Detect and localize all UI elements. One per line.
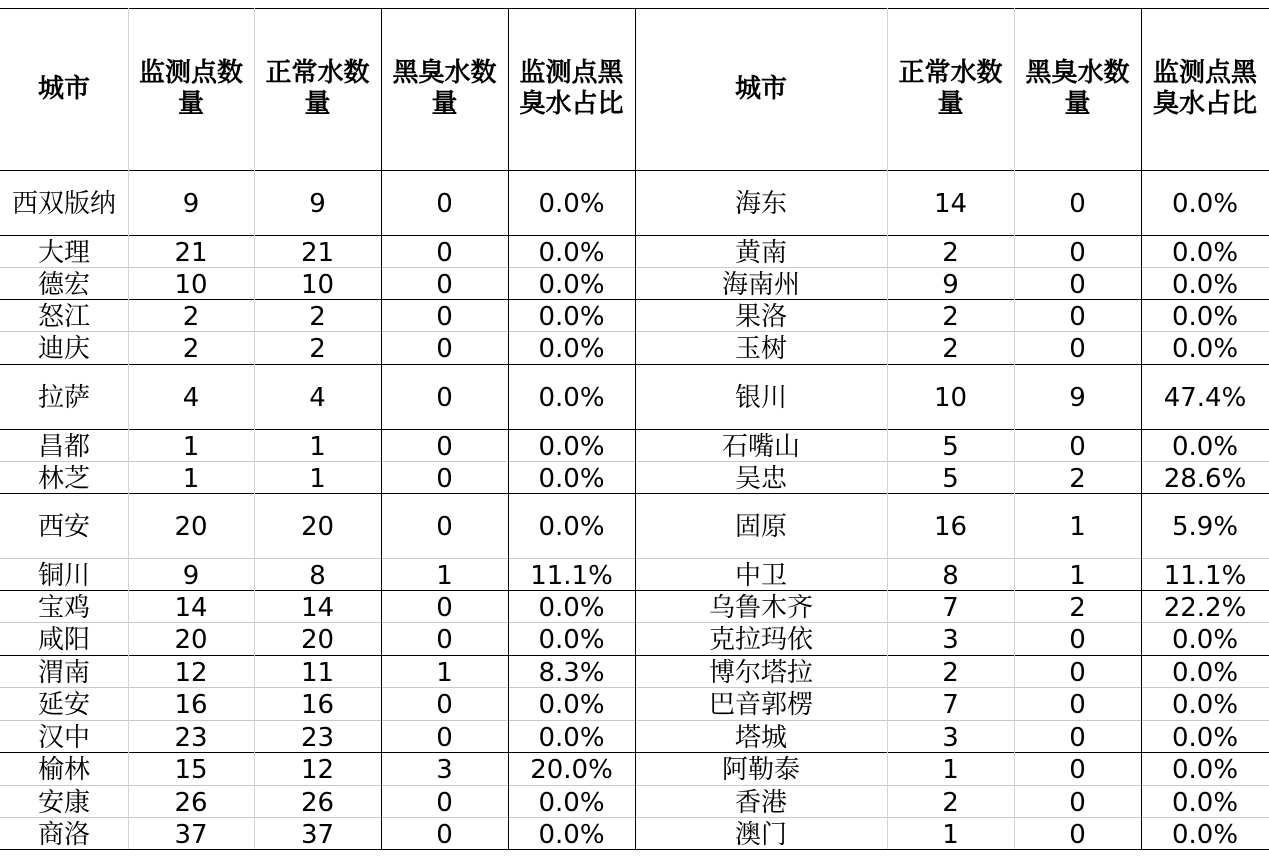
cell-right-normal: 9 [942, 269, 959, 300]
cell-right-normal: 2 [942, 657, 959, 688]
cell-right-normal: 10 [933, 383, 968, 413]
cell-left-black: 0 [436, 301, 453, 332]
cell-right-normal: 14 [933, 189, 968, 219]
cell-left-sites: 2 [182, 301, 200, 332]
cell-right-city: 固原 [734, 512, 787, 542]
header-left-normal: 正常水数量 [265, 58, 370, 119]
cell-left-normal: 26 [300, 787, 335, 818]
cell-right-black: 0 [1069, 237, 1086, 268]
cell-right-normal: 3 [942, 722, 959, 753]
cell-left-sites: 9 [182, 560, 200, 591]
cell-right-ratio: 0.0% [1171, 787, 1239, 818]
cell-left-ratio: 0.0% [538, 431, 605, 462]
cell-right-black: 0 [1069, 334, 1086, 364]
cell-right-normal: 1 [942, 755, 959, 785]
cell-left-ratio: 0.0% [538, 787, 605, 818]
cell-right-black: 0 [1069, 431, 1086, 462]
cell-right-city: 克拉玛依 [708, 625, 813, 655]
cell-left-normal: 1 [309, 463, 326, 494]
cell-right-normal: 1 [942, 819, 959, 850]
cell-left-sites: 1 [182, 463, 200, 494]
cell-right-ratio: 0.0% [1171, 431, 1239, 462]
column-divider [635, 8, 636, 849]
column-divider [887, 8, 888, 849]
column-divider [381, 8, 382, 849]
cell-left-normal: 21 [300, 237, 335, 268]
cell-right-city: 海东 [734, 189, 787, 219]
cell-left-normal: 20 [300, 512, 335, 542]
cell-left-normal: 23 [300, 722, 335, 753]
column-divider [1014, 8, 1015, 849]
cell-right-ratio: 5.9% [1171, 512, 1239, 542]
cell-left-city: 大理 [37, 237, 90, 268]
cell-left-sites: 20 [174, 625, 208, 655]
cell-right-black: 0 [1069, 787, 1086, 818]
cell-left-black: 0 [436, 189, 453, 219]
column-divider [128, 8, 129, 849]
cell-right-city: 石嘴山 [721, 431, 800, 462]
header-right-normal: 正常水数量 [898, 58, 1003, 119]
cell-right-normal: 3 [942, 625, 959, 655]
cell-left-normal: 2 [309, 301, 326, 332]
cell-left-sites: 37 [174, 819, 208, 850]
cell-left-ratio: 0.0% [538, 334, 605, 364]
cell-right-black: 0 [1069, 722, 1086, 753]
cell-left-black: 0 [436, 512, 453, 542]
cell-right-black: 0 [1069, 269, 1086, 300]
cell-left-ratio: 8.3% [538, 657, 605, 688]
cell-right-normal: 7 [942, 592, 959, 623]
cell-left-normal: 9 [309, 189, 326, 219]
cell-left-city: 怒江 [37, 301, 90, 332]
cell-right-black: 0 [1069, 189, 1086, 219]
cell-right-city: 银川 [734, 383, 787, 413]
cell-left-sites: 26 [174, 787, 208, 818]
cell-right-black: 0 [1069, 819, 1086, 850]
cell-right-city: 吴忠 [734, 463, 787, 494]
cell-left-city: 林芝 [37, 463, 90, 494]
row-divider [0, 849, 1269, 850]
cell-left-normal: 2 [309, 334, 326, 364]
cell-right-ratio: 0.0% [1171, 237, 1239, 268]
cell-left-black: 0 [436, 431, 453, 462]
cell-left-black: 0 [436, 269, 453, 300]
cell-left-black: 0 [436, 625, 453, 655]
cell-left-normal: 16 [300, 690, 335, 720]
cell-left-ratio: 0.0% [538, 463, 605, 494]
cell-right-black: 2 [1069, 592, 1086, 623]
cell-right-ratio: 0.0% [1171, 334, 1239, 364]
cell-right-black: 1 [1069, 512, 1086, 542]
cell-left-ratio: 0.0% [538, 512, 605, 542]
cell-left-ratio: 20.0% [530, 755, 613, 785]
cell-right-ratio: 0.0% [1171, 819, 1239, 850]
column-divider [254, 8, 255, 849]
cell-left-black: 0 [436, 690, 453, 720]
cell-left-sites: 15 [174, 755, 208, 785]
cell-right-ratio: 47.4% [1163, 383, 1247, 413]
cell-left-black: 0 [436, 463, 453, 494]
cell-left-city: 铜川 [37, 560, 90, 591]
cell-left-black: 0 [436, 787, 453, 818]
cell-right-city: 塔城 [734, 722, 787, 753]
header-right-black: 黑臭水数量 [1025, 58, 1130, 119]
cell-left-sites: 20 [174, 512, 208, 542]
cell-right-ratio: 11.1% [1163, 560, 1247, 591]
cell-left-black: 0 [436, 722, 453, 753]
cell-right-black: 0 [1069, 755, 1086, 785]
cell-left-black: 0 [436, 819, 453, 850]
cell-left-normal: 14 [300, 592, 335, 623]
cell-left-city: 汉中 [37, 722, 90, 753]
cell-left-sites: 10 [174, 269, 208, 300]
cell-left-ratio: 0.0% [538, 189, 605, 219]
cell-left-normal: 11 [300, 657, 335, 688]
cell-left-sites: 14 [174, 592, 208, 623]
header-left-black: 黑臭水数量 [392, 58, 497, 119]
cell-right-normal: 5 [942, 463, 959, 494]
header-right-city: 城市 [734, 73, 787, 104]
cell-right-black: 1 [1069, 560, 1086, 591]
cell-right-ratio: 0.0% [1171, 301, 1239, 332]
header-left-city: 城市 [37, 73, 90, 104]
cell-left-normal: 4 [309, 383, 326, 413]
cell-right-city: 阿勒泰 [721, 755, 800, 785]
cell-right-ratio: 0.0% [1171, 625, 1239, 655]
cell-right-ratio: 0.0% [1171, 755, 1239, 785]
cell-left-sites: 4 [182, 383, 200, 413]
cell-left-sites: 16 [174, 690, 208, 720]
cell-right-ratio: 28.6% [1163, 463, 1247, 494]
cell-left-black: 0 [436, 334, 453, 364]
cell-right-city: 中卫 [734, 560, 787, 591]
cell-right-ratio: 0.0% [1171, 657, 1239, 688]
cell-right-normal: 5 [942, 431, 959, 462]
cell-left-ratio: 0.0% [538, 301, 605, 332]
cell-left-black: 1 [436, 657, 453, 688]
cell-left-black: 0 [436, 592, 453, 623]
cell-left-ratio: 0.0% [538, 625, 605, 655]
cell-left-city: 迪庆 [37, 334, 90, 364]
cell-left-city: 西安 [37, 512, 90, 542]
cell-left-black: 3 [436, 755, 453, 785]
cell-left-ratio: 0.0% [538, 269, 605, 300]
cell-right-normal: 2 [942, 787, 959, 818]
cell-left-ratio: 0.0% [538, 592, 605, 623]
column-divider [508, 8, 509, 849]
cell-right-normal: 7 [942, 690, 959, 720]
cell-left-sites: 12 [174, 657, 208, 688]
cell-left-ratio: 0.0% [538, 237, 605, 268]
cell-left-ratio: 0.0% [538, 690, 605, 720]
cell-left-city: 拉萨 [37, 383, 90, 413]
column-divider [1141, 8, 1142, 849]
cell-left-sites: 23 [174, 722, 208, 753]
cell-right-city: 澳门 [734, 819, 787, 850]
cell-right-city: 果洛 [734, 301, 787, 332]
cell-left-normal: 12 [300, 755, 335, 785]
cell-left-black: 1 [436, 560, 453, 591]
cell-right-normal: 8 [942, 560, 959, 591]
cell-right-normal: 2 [942, 237, 959, 268]
cell-left-city: 榆林 [37, 755, 90, 785]
cell-right-city: 黄南 [734, 237, 787, 268]
cell-right-ratio: 22.2% [1163, 592, 1247, 623]
cell-right-ratio: 0.0% [1171, 722, 1239, 753]
cell-left-sites: 1 [182, 431, 200, 462]
cell-left-ratio: 0.0% [538, 722, 605, 753]
cell-left-city: 延安 [37, 690, 90, 720]
cell-left-city: 昌都 [37, 431, 90, 462]
cell-left-city: 宝鸡 [37, 592, 90, 623]
header-right-ratio: 监测点黑臭水占比 [1152, 58, 1257, 119]
header-left-sites: 监测点数量 [138, 58, 243, 119]
cell-left-normal: 8 [309, 560, 326, 591]
cell-right-ratio: 0.0% [1171, 690, 1239, 720]
cell-left-city: 西双版纳 [11, 189, 116, 219]
cell-left-sites: 2 [182, 334, 200, 364]
cell-right-black: 0 [1069, 657, 1086, 688]
cell-right-city: 海南州 [721, 269, 800, 300]
cell-left-city: 安康 [37, 787, 90, 818]
cell-right-black: 0 [1069, 301, 1086, 332]
cell-left-city: 咸阳 [37, 625, 90, 655]
cell-left-ratio: 11.1% [530, 560, 613, 591]
cell-left-black: 0 [436, 237, 453, 268]
header-left-ratio: 监测点黑臭水占比 [519, 58, 624, 119]
cell-right-city: 巴音郭楞 [708, 690, 813, 720]
cell-right-normal: 2 [942, 334, 959, 364]
cell-left-city: 商洛 [37, 819, 90, 850]
cell-left-black: 0 [436, 383, 453, 413]
cell-right-black: 9 [1069, 383, 1086, 413]
cell-right-city: 玉树 [734, 334, 787, 364]
cell-right-city: 乌鲁木齐 [708, 592, 813, 623]
cell-right-black: 2 [1069, 463, 1086, 494]
cell-right-city: 香港 [734, 787, 787, 818]
cell-right-ratio: 0.0% [1171, 189, 1239, 219]
cell-right-city: 博尔塔拉 [708, 657, 813, 688]
cell-right-black: 0 [1069, 625, 1086, 655]
cell-left-normal: 1 [309, 431, 326, 462]
cell-left-sites: 21 [174, 237, 208, 268]
cell-left-ratio: 0.0% [538, 819, 605, 850]
cell-left-city: 渭南 [37, 657, 90, 688]
cell-left-normal: 37 [300, 819, 335, 850]
cell-right-normal: 2 [942, 301, 959, 332]
cell-right-normal: 16 [933, 512, 968, 542]
cell-left-normal: 10 [300, 269, 335, 300]
cell-left-city: 德宏 [37, 269, 90, 300]
cell-left-ratio: 0.0% [538, 383, 605, 413]
cell-left-sites: 9 [182, 189, 200, 219]
cell-left-normal: 20 [300, 625, 335, 655]
cell-right-black: 0 [1069, 690, 1086, 720]
cell-right-ratio: 0.0% [1171, 269, 1239, 300]
